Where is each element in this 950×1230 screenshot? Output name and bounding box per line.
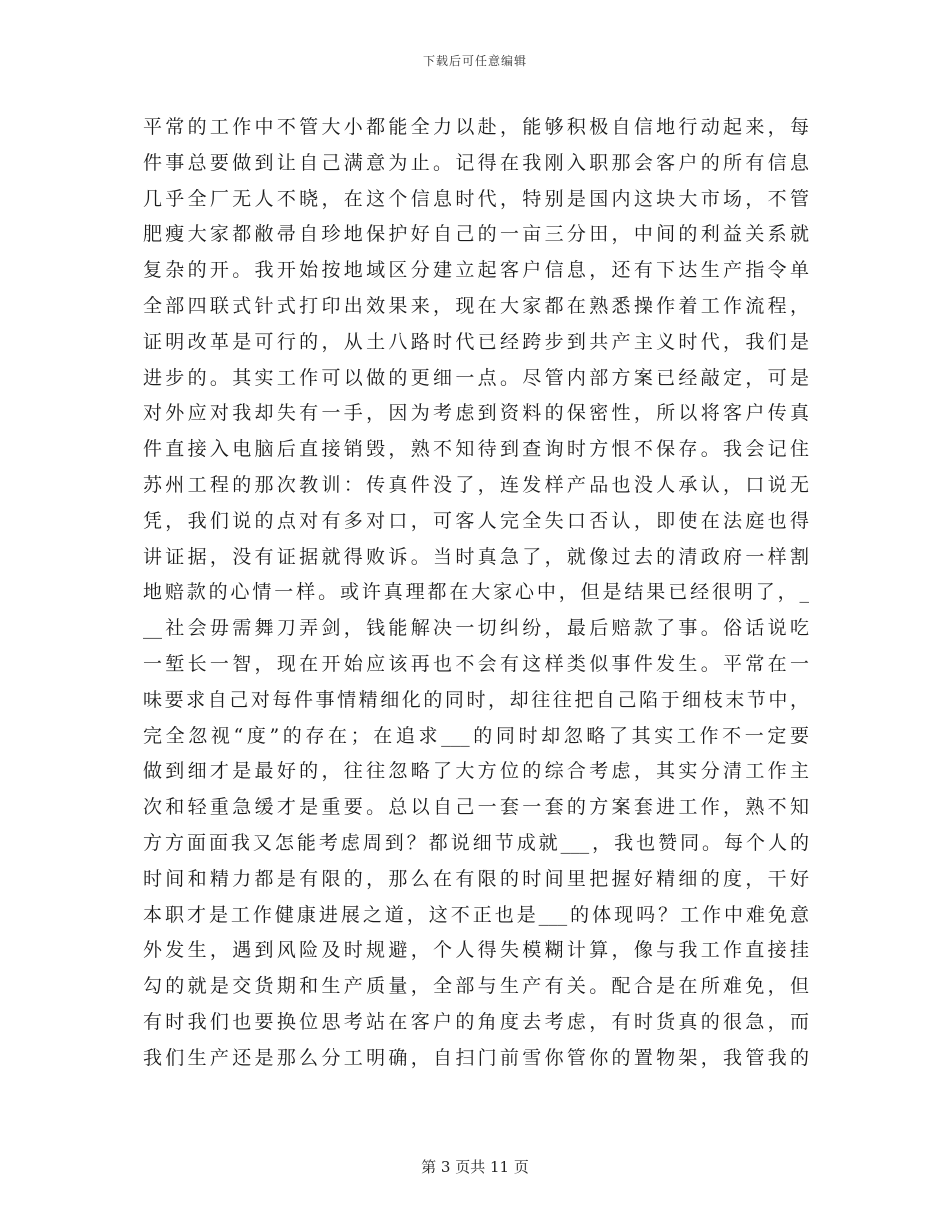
body-line: 讲证据，没有证据就得败诉。当时真急了，就像过去的清政府一样割 [143, 545, 809, 568]
body-line: 苏州工程的那次教训：传真件没了，连发样产品也没人承认，口说无 [143, 473, 809, 496]
body-line: 肥瘦大家都敝帚自珍地保护好自己的一亩三分田，中间的利益关系就 [143, 223, 809, 246]
document-body [143, 110, 809, 1077]
body-line: 复杂的开。我开始按地域区分建立起客户信息，还有下达生产指令单 [143, 259, 809, 282]
body-line: 有时我们也要换位思考站在客户的角度去考虑，有时货真的很急，而 [143, 1010, 809, 1033]
body-line: 勾的就是交货期和生产质量，全部与生产有关。配合是在所难免，但 [143, 975, 809, 998]
body-line: 地赔款的心情一样。或许真理都在大家心中，但是结果已经很明了，_ [143, 581, 809, 604]
body-line: 味要求自己对每件事情精细化的同时，却往往把自己陷于细枝末节中， [143, 688, 809, 711]
body-line: 对外应对我却失有一手，因为考虑到资料的保密性，所以将客户传真 [143, 402, 809, 425]
body-line: __社会毋需舞刀弄剑，钱能解决一切纠纷，最后赔款了事。俗话说吃 [143, 617, 809, 640]
body-line: 进步的。其实工作可以做的更细一点。尽管内部方案已经敲定，可是 [143, 366, 809, 389]
body-line: 平常的工作中不管大小都能全力以赴，能够积极自信地行动起来，每 [143, 116, 809, 138]
body-line: 凭，我们说的点对有多对口，可客人完全失口否认，即使在法庭也得 [143, 509, 809, 532]
body-line: 方方面面我又怎能考虑周到？都说细节成就___，我也赞同。每个人的 [143, 831, 809, 854]
page-footer: 第 3 页共 11 页 [421, 1158, 529, 1176]
body-line: 时间和精力都是有限的，那么在有限的时间里把握好精细的度，干好 [143, 867, 809, 890]
body-line: 外发生，遇到风险及时规避，个人得失模糊计算，像与我工作直接挂 [143, 939, 809, 962]
body-line: 我们生产还是那么分工明确，自扫门前雪你管你的置物架，我管我的 [143, 1046, 809, 1069]
body-line: 证明改革是可行的，从土八路时代已经跨步到共产主义时代，我们是 [143, 330, 809, 353]
body-line: 完全忽视“度”的存在；在追求___的同时却忽略了其实工作不一定要 [143, 724, 809, 747]
page-header: 下载后可任意编辑 [422, 54, 527, 68]
body-line: 件直接入电脑后直接销毁，熟不知待到查询时方恨不保存。我会记住 [143, 438, 809, 461]
body-line: 全部四联式针式打印出效果来，现在大家都在熟悉操作着工作流程， [143, 294, 809, 317]
body-line: 做到细才是最好的，往往忽略了大方位的综合考虑，其实分清工作主 [143, 760, 809, 783]
body-line: 一堑长一智，现在开始应该再也不会有这样类似事件发生。平常在一 [143, 652, 809, 675]
body-line: 本职才是工作健康进展之道，这不正也是___的体现吗？工作中难免意 [143, 903, 809, 926]
body-line: 件事总要做到让自己满意为止。记得在我刚入职那会客户的所有信息 [143, 151, 809, 174]
body-line: 几乎全厂无人不晓，在这个信息时代，特别是国内这块大市场，不管 [143, 187, 809, 210]
body-line: 次和轻重急缓才是重要。总以自己一套一套的方案套进工作，熟不知 [143, 796, 809, 819]
